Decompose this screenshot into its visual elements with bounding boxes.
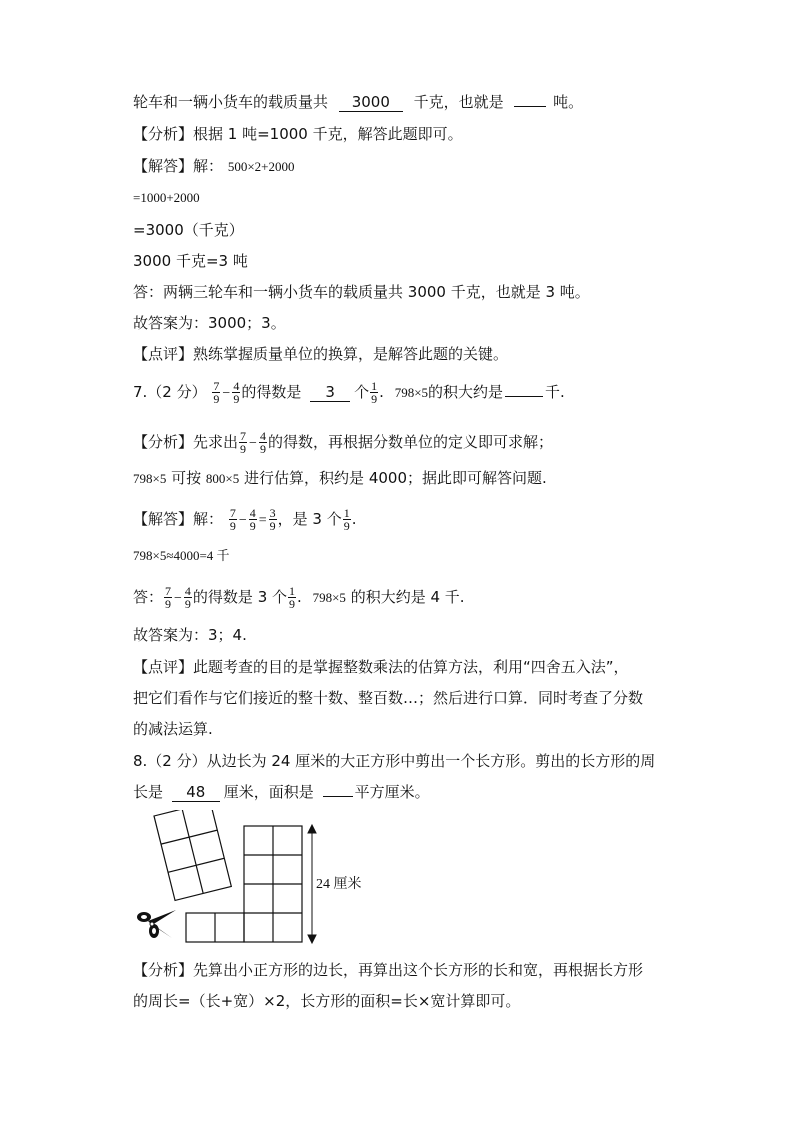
numerator: 4: [249, 506, 256, 520]
square-figure: [128, 810, 378, 950]
text: 个: [354, 383, 370, 401]
numerator: 1: [343, 506, 350, 520]
q7-answer: [133, 585, 465, 610]
comment-tag: 【点评】: [133, 345, 194, 363]
fraction: [229, 507, 237, 532]
expression: 800×5: [205, 471, 240, 486]
numerator: 7: [240, 429, 247, 443]
numerator: 7: [213, 379, 220, 393]
q7-analysis-2: [133, 468, 547, 489]
solution-line: [133, 156, 294, 177]
final-answer: 故答案为：3000；3。: [133, 314, 286, 332]
comment-tag: 【点评】: [133, 658, 194, 676]
minus-sign: −: [249, 436, 257, 451]
text: 的得数是 3 个: [192, 588, 288, 606]
remaining-grid: [186, 826, 302, 942]
numerator: 7: [165, 584, 172, 598]
comment-text: 此题考查的目的是掌握整数乘法的估算方法，利用“四舍五入法”，: [193, 658, 629, 676]
answer-blank: 3000: [339, 93, 403, 112]
text: 千.: [545, 383, 565, 401]
text: 轮车和一辆小货车的载质量共: [133, 93, 329, 111]
text: 的积大约是 4 千.: [350, 588, 465, 606]
q7-step: 798×5≈4000=4 千: [133, 548, 230, 563]
answer-blank: 3: [310, 383, 350, 402]
q7-solution: [133, 507, 357, 532]
analysis-tag: 【分析】: [133, 125, 194, 143]
text: 进行估算，积约是 4000；据此即可解答问题.: [244, 469, 547, 487]
text: 吨。: [553, 93, 584, 111]
text: ，是 3 个: [277, 510, 342, 528]
text: 答：: [133, 588, 164, 606]
q7-question: [133, 380, 565, 405]
fraction: [232, 380, 240, 405]
figure-svg: [128, 810, 378, 950]
fraction: [288, 585, 296, 610]
answer-blank: 48: [172, 783, 220, 802]
q8-analysis-2: 的周长=（长+宽）×2，长方形的面积=长×宽计算即可。: [133, 992, 521, 1010]
denominator: 9: [213, 392, 220, 406]
step-3: 3000 千克=3 吨: [133, 252, 248, 270]
text: 长是: [133, 783, 164, 801]
denominator: 9: [184, 597, 191, 611]
denominator: 9: [229, 519, 236, 533]
fraction: [184, 585, 192, 610]
numerator: 4: [233, 379, 240, 393]
denominator: 9: [165, 597, 172, 611]
fraction: [212, 380, 220, 405]
analysis-tag: 【分析】: [133, 433, 194, 451]
answer-blank-empty: [323, 796, 353, 797]
text: 可按: [171, 469, 202, 487]
analysis-tag: 【分析】: [133, 961, 194, 979]
minus-sign: −: [238, 513, 247, 528]
scissors-icon: [137, 910, 176, 938]
numerator: 4: [184, 584, 191, 598]
q7-comment-2: 把它们看作与它们接近的整十数、整百数…；然后进行口算．同时考查了分数: [133, 689, 644, 707]
question-number: 7.（2 分）: [133, 383, 207, 401]
analysis-text: 先算出小正方形的边长，再算出这个长方形的长和宽，再根据长方形: [193, 961, 644, 979]
expression: 798×5: [133, 471, 167, 486]
denominator: 9: [240, 442, 247, 456]
numerator: 4: [259, 429, 266, 443]
fraction: [370, 380, 378, 405]
numerator: 7: [229, 506, 236, 520]
minus-sign: −: [222, 386, 231, 401]
q7-comment-1: [133, 657, 629, 677]
step-2: =3000（千克）: [133, 221, 244, 239]
q7-final: 故答案为：3；4.: [133, 626, 247, 644]
step-1: =1000+2000: [133, 190, 200, 205]
denominator: 9: [289, 597, 296, 611]
answer-blank-empty: [514, 106, 546, 107]
text: 的得数，再根据分数单位的定义即可求解；: [267, 433, 553, 451]
q8-analysis-1: [133, 960, 643, 980]
numerator: 3: [269, 506, 276, 520]
equals-sign: =: [258, 513, 267, 528]
minus-sign: −: [174, 591, 182, 606]
cut-rectangle: [154, 810, 231, 900]
text: .: [379, 383, 384, 401]
denominator: 9: [233, 392, 240, 406]
fraction: [239, 430, 247, 455]
fraction: [164, 585, 172, 610]
answer-blank-empty: [505, 396, 543, 397]
dimension-arrow: [308, 825, 316, 943]
fraction: [343, 507, 351, 532]
text: 先求出: [193, 433, 239, 451]
comment-line: [133, 344, 508, 364]
text: 千克，也就是: [413, 93, 504, 111]
q8-question-1: 8.（2 分）从边长为 24 厘米的大正方形中剪出一个长方形。剪出的长方形的周: [133, 752, 656, 770]
q8-question-2: [133, 782, 430, 802]
line-1: [133, 92, 583, 112]
analysis-text: 根据 1 吨=1000 千克，解答此题即可。: [193, 125, 463, 143]
text: 的得数是: [241, 383, 302, 401]
q7-analysis: [133, 430, 553, 455]
denominator: 9: [343, 519, 350, 533]
denominator: 9: [371, 392, 378, 406]
solution-tag: 【解答】: [133, 510, 194, 528]
text: 厘米，面积是: [223, 783, 314, 801]
expression: 798×5: [312, 590, 346, 605]
dimension-label: 24 厘米: [316, 877, 362, 892]
expression: 798×5: [394, 385, 429, 400]
text: 解：: [193, 157, 224, 175]
answer-line: 答：两辆三轮车和一辆小货车的载质量共 3000 千克，也就是 3 吨。: [133, 283, 590, 301]
comment-text: 熟练掌握质量单位的换算，是解答此题的关键。: [193, 345, 509, 363]
numerator: 1: [289, 584, 296, 598]
fraction: [249, 507, 257, 532]
fraction: [259, 430, 267, 455]
text: 解：: [193, 510, 224, 528]
text: 的积大约是: [428, 383, 504, 401]
formula: 500×2+2000: [227, 159, 295, 174]
denominator: 9: [259, 442, 266, 456]
numerator: 1: [371, 379, 378, 393]
analysis-line: [133, 124, 463, 144]
solution-tag: 【解答】: [133, 157, 194, 175]
text: .: [297, 588, 302, 606]
text: 平方厘米。: [354, 783, 430, 801]
q7-comment-3: 的减法运算.: [133, 720, 213, 738]
denominator: 9: [249, 519, 256, 533]
denominator: 9: [269, 519, 276, 533]
text: .: [351, 510, 357, 528]
fraction: [269, 507, 277, 532]
